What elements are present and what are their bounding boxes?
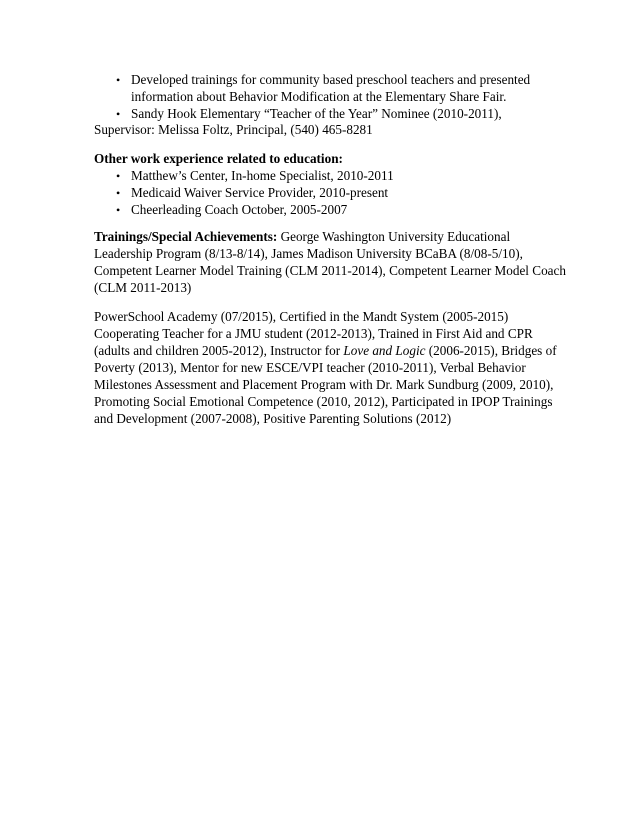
list-item: Medicaid Waiver Service Provider, 2010-present bbox=[131, 185, 389, 200]
list-item: Matthew’s Center, In-home Specialist, 2010-2011 bbox=[131, 168, 394, 183]
bullet-item-line: Sandy Hook Elementary “Teacher of the Year” Nominee (2010-2011), bbox=[131, 106, 502, 121]
section-heading-trainings: Trainings/Special Achievements: bbox=[94, 229, 278, 244]
achievements-line: Milestones Assessment and Placement Program with Dr. Mark Sundburg (2009, 2010), bbox=[94, 377, 554, 392]
bullet-marker: • bbox=[116, 186, 121, 200]
bullet-marker: • bbox=[116, 107, 121, 121]
achievements-text: (adults and children 2005-2012), Instructor for bbox=[94, 343, 344, 358]
achievements-line: Cooperating Teacher for a JMU student (2012-2013), Trained in First Aid and CPR bbox=[94, 326, 533, 341]
trainings-first-line bbox=[94, 229, 510, 245]
trainings-line: (CLM 2011-2013) bbox=[94, 280, 192, 295]
bullet-marker: • bbox=[116, 73, 121, 87]
section-heading-other-work: Other work experience related to education: bbox=[94, 151, 343, 166]
achievements-line bbox=[94, 343, 557, 359]
bullet-item-line: information about Behavior Modification at the Elementary Share Fair. bbox=[131, 89, 507, 104]
achievements-line: PowerSchool Academy (07/2015), Certified in the Mandt System (2005-2015) bbox=[94, 309, 509, 324]
achievements-text: (2006-2015), Bridges of bbox=[425, 343, 557, 358]
supervisor-line: Supervisor: Melissa Foltz, Principal, (540) 465-8281 bbox=[94, 122, 373, 137]
trainings-line: Leadership Program (8/13-8/14), James Madison University BCaBA (8/08-5/10), bbox=[94, 246, 523, 261]
bullet-item-line: Developed trainings for community based preschool teachers and presented bbox=[131, 72, 531, 87]
bullet-marker: • bbox=[116, 169, 121, 183]
trainings-text: George Washington University Educational bbox=[277, 229, 511, 244]
achievements-line: Poverty (2013), Mentor for new ESCE/VPI teacher (2010-2011), Verbal Behavior bbox=[94, 360, 526, 375]
trainings-line: Competent Learner Model Training (CLM 2011-2014), Competent Learner Model Coach bbox=[94, 263, 566, 278]
bullet-marker: • bbox=[116, 203, 121, 217]
achievements-line: and Development (2007-2008), Positive Parenting Solutions (2012) bbox=[94, 411, 452, 426]
achievements-line: Promoting Social Emotional Competence (2010, 2012), Participated in IPOP Trainings bbox=[94, 394, 553, 409]
list-item: Cheerleading Coach October, 2005-2007 bbox=[131, 202, 348, 217]
course-title-love-and-logic: Love and Logic bbox=[343, 343, 426, 358]
